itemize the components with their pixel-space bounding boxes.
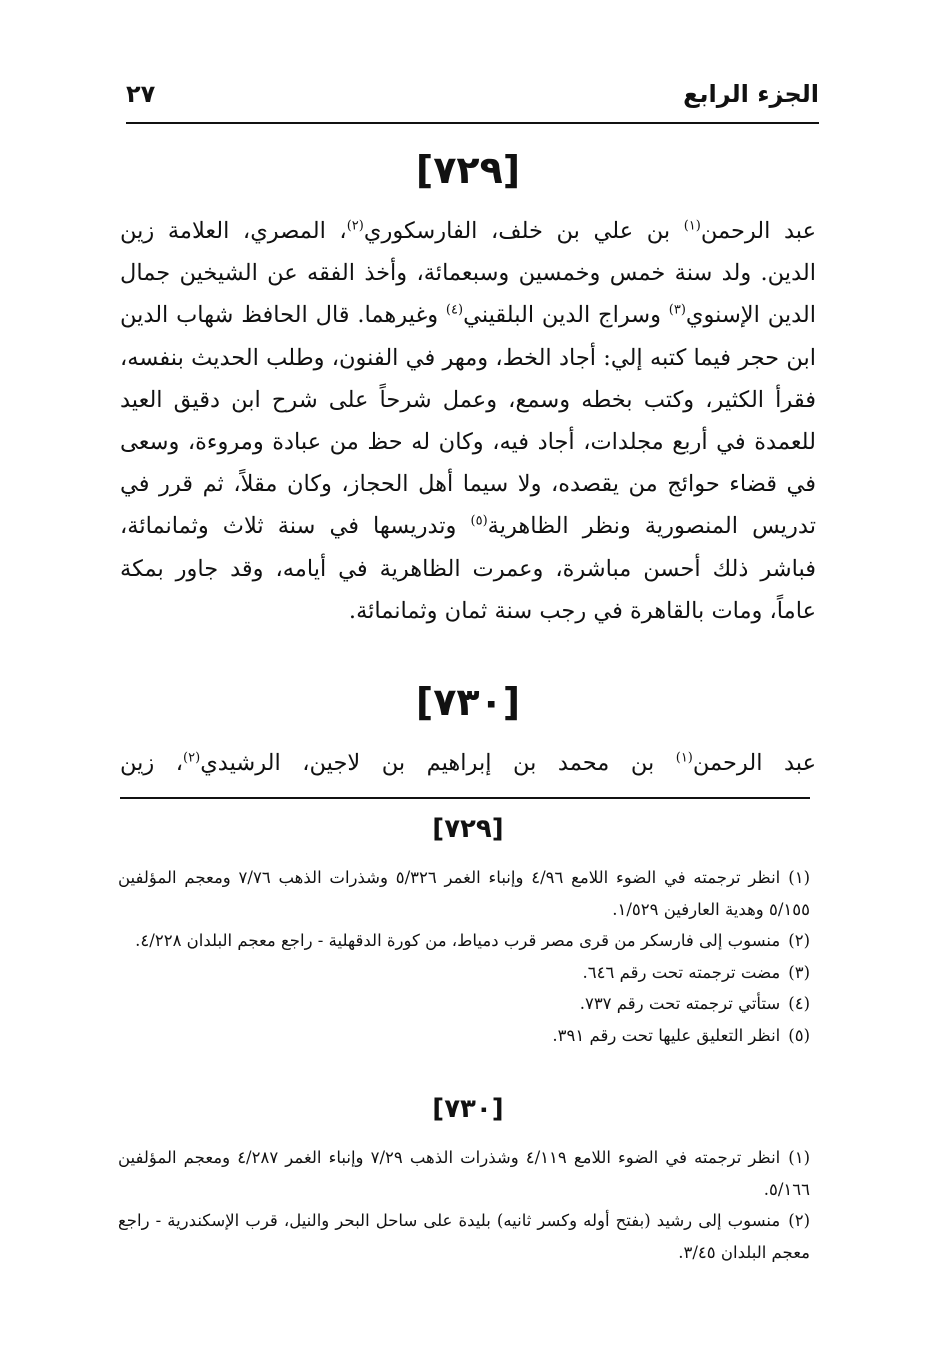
footnote	[118, 1205, 810, 1268]
footnote	[118, 957, 810, 989]
footnote	[118, 1142, 810, 1205]
entry-text	[120, 210, 816, 632]
footnote-number: (٣)	[788, 962, 810, 982]
page-number: ٢٧	[126, 80, 156, 108]
header-rule	[126, 122, 819, 124]
footnote-rule	[120, 797, 810, 799]
footnote-number: (١)	[788, 868, 810, 887]
footnotes-list	[118, 862, 810, 1051]
footnote-text: منسوب إلى رشيد (بفتح أوله وكسر ثانيه) بليدة على ساحل البحر والنيل، قرب الإسكندرية - راجع معجم البلدان ٣/٤٥.	[118, 1211, 810, 1262]
entry-text-part: عبد الرحمن	[692, 750, 816, 776]
entry-text-part: وسراج الدين البلقيني	[463, 302, 669, 329]
footnote-text: ستأتي ترجمته تحت رقم ٧٣٧.	[579, 994, 781, 1013]
footnote-marker: (١)	[683, 218, 701, 234]
entry-text-part: ، زين	[120, 750, 184, 776]
footnote-text: مضت ترجمته تحت رقم ٦٤٦.	[582, 962, 781, 982]
footnote-marker: (١)	[675, 750, 693, 766]
entry-number: [٧٣٠]	[415, 680, 521, 724]
entry-text-part: وغيرهما. قال الحافظ شهاب الدين ابن حجر فيما كتبه إلي: أجاد الخط، ومهر في الفنون، وطلب الحديث بنفسه، فقرأ الكثير، وكتب بخطه وسمع، وعمل شرحاً على شرح ابن دقيق العيد للعمدة في أربع مجلدات، أجاد فيه، وكان له حظ من عبادة ومروءة، وسعى في قضاء حوائج من يقصده، ولا سيما أهل الحجاز، وكان مقلاً، ثم قرر في تدريس المنصورية ونظر الظاهرية	[120, 302, 816, 540]
footnote	[118, 925, 810, 957]
footnote-text: منسوب إلى فارسكر من قرى مصر قرب دمياط، من كورة الدقهلية - راجع معجم البلدان ٤/٢٢٨.	[135, 931, 781, 950]
entry-text-part: بن علي بن خلف، الفارسكوري	[363, 218, 684, 244]
footnote-number: (٥)	[788, 1025, 810, 1045]
footnote-marker: (٣)	[668, 302, 686, 318]
footnote-marker: (٢)	[346, 218, 364, 234]
footnotes-heading: [٧٣٠]	[432, 1094, 504, 1124]
footnote-text: انظر التعليق عليها تحت رقم ٣٩١.	[552, 1025, 781, 1045]
footnote-marker: (٥)	[470, 513, 488, 529]
footnote-number: (٤)	[788, 994, 810, 1013]
footnote-number: (١)	[788, 1148, 810, 1167]
footnote-text: انظر ترجمته في الضوء اللامع ٤/١١٩ وشذرات الذهب ٧/٢٩ وإنباء الغمر ٤/٢٨٧ ومعجم المؤلفين ٥/١٦٦.	[118, 1148, 810, 1199]
entry-text	[120, 742, 816, 784]
footnote	[118, 862, 810, 925]
footnote-number: (٢)	[788, 931, 810, 950]
footnote	[118, 988, 810, 1020]
entry-text-part: وتدريسها في سنة ثلاث وثمانمائة، فباشر ذلك أحسن مباشرة، وعمرت الظاهرية في أيامه، وقد جاور بمكة عاماً، ومات بالقاهرة في رجب سنة ثمان وثمانمائة.	[120, 513, 816, 624]
entry-text-part: ، المصري، العلامة زين الدين. ولد سنة خمس وخمسين وسبعمائة، وأخذ الفقه عن الشيخين جمال الدين الإسنوي	[120, 218, 817, 329]
footnote-number: (٢)	[788, 1211, 810, 1230]
entry-text-part: عبد الرحمن	[700, 218, 817, 244]
footnotes-heading: [٧٢٩]	[432, 814, 504, 844]
footnote	[118, 1020, 810, 1052]
footnote-text: انظر ترجمته في الضوء اللامع ٤/٩٦ وإنباء الغمر ٥/٣٢٦ وشذرات الذهب ٧/٧٦ ومعجم المؤلفين ٥/١٥٥ وهدية العارفين ١/٥٢٩.	[118, 868, 810, 919]
entry-text-part: بن محمد بن إبراهيم بن لاجين، الرشيدي	[200, 750, 676, 776]
footnote-marker: (٢)	[183, 750, 201, 766]
footnote-marker: (٤)	[445, 302, 464, 318]
footnotes-list	[118, 1142, 810, 1268]
page-header	[126, 72, 819, 116]
entry-number: [٧٢٩]	[415, 148, 521, 192]
running-title: الجزء الرابع	[683, 80, 819, 108]
